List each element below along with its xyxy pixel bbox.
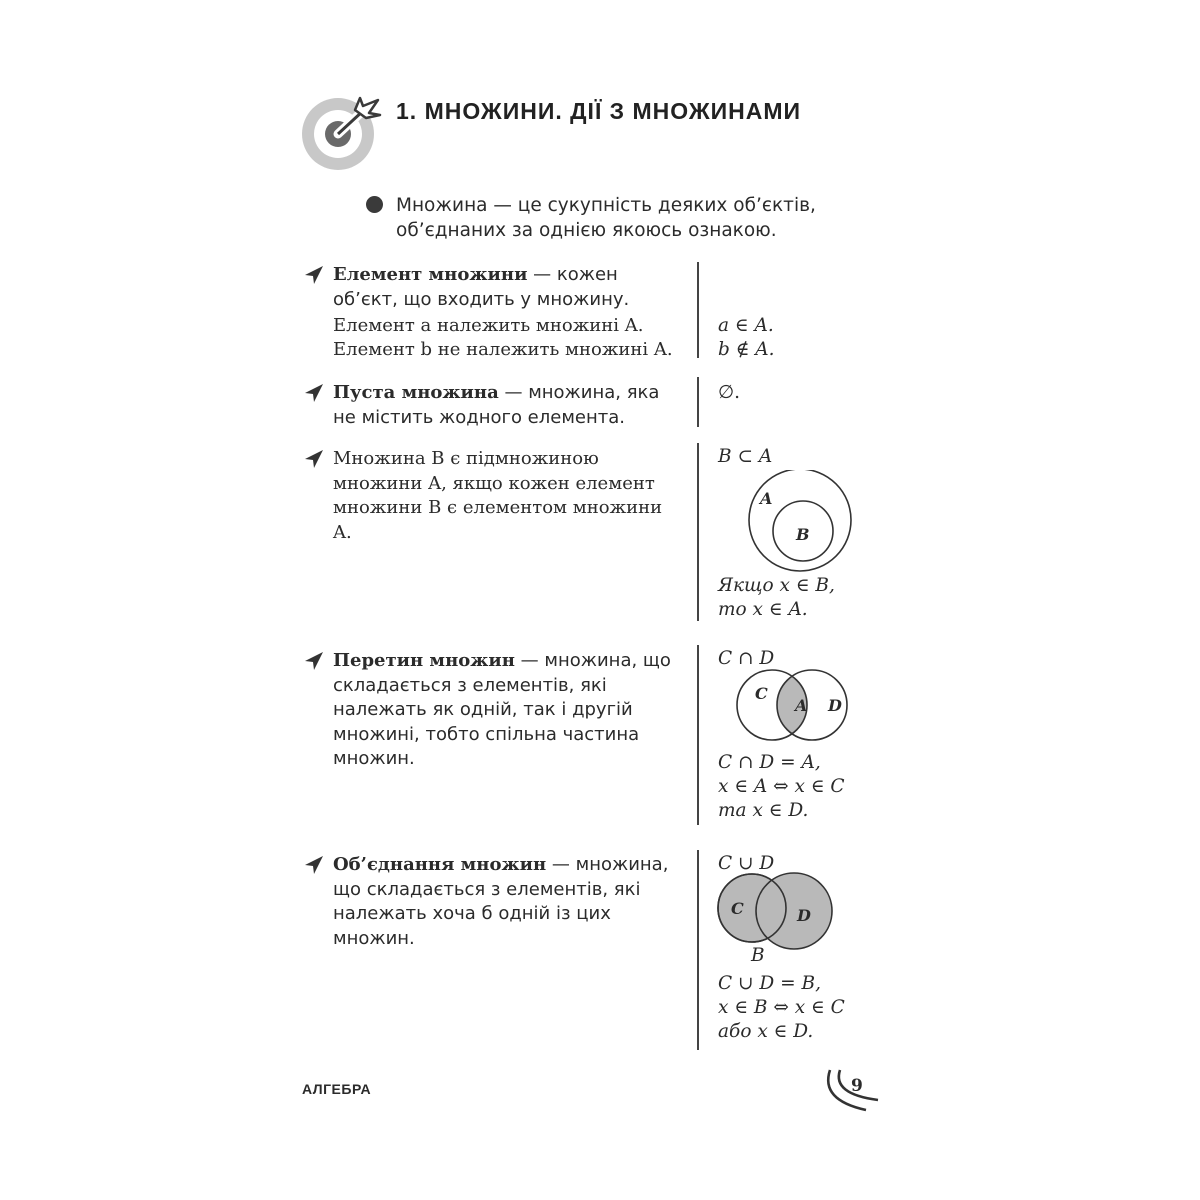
subset-label-b: B xyxy=(796,525,810,544)
subset-note-line2: то x ∈ A. xyxy=(718,599,808,620)
pointer-arrow-icon xyxy=(304,383,324,403)
intersection-note-line1: C ∩ D = A, xyxy=(718,752,821,773)
union-note-line1: C ∪ D = B, xyxy=(718,973,821,994)
pointer-arrow-icon xyxy=(304,855,324,875)
pointer-arrow-icon xyxy=(304,449,324,469)
intersection-definition xyxy=(333,649,678,772)
empty-set-term: Пуста множина xyxy=(333,382,499,403)
union-notation: C ∪ D xyxy=(718,853,775,874)
subset-label-a: A xyxy=(760,489,773,508)
union-note-line2: x ∈ B ⇔ x ∈ C xyxy=(718,997,845,1018)
element-belongs-notation: a ∈ A. xyxy=(718,315,774,336)
intersection-label-c: C xyxy=(755,684,768,703)
column-divider xyxy=(697,377,699,427)
column-divider xyxy=(697,262,699,358)
footer-subject: АЛГЕБРА xyxy=(302,1081,372,1097)
element-definition xyxy=(333,263,678,312)
intersection-term: Перетин множин xyxy=(333,650,515,671)
pointer-arrow-icon xyxy=(304,651,324,671)
union-definition-text: — множина, що складається з елементів, які належать хоча б одній із цих множин. xyxy=(333,854,669,949)
empty-set-definition xyxy=(333,381,678,430)
page-title: 1. МНОЖИНИ. ДІЇ З МНОЖИНАМИ xyxy=(396,98,802,124)
element-belongs-line: Елемент a належить множині A. xyxy=(333,315,644,336)
subset-notation: B ⊂ A xyxy=(718,446,773,467)
empty-set-notation: ∅. xyxy=(718,382,740,403)
union-label-b: B xyxy=(751,945,765,966)
intersection-note-line3: та x ∈ D. xyxy=(718,800,809,821)
union-note-line3: або x ∈ D. xyxy=(718,1021,814,1042)
intro-definition: Множина — це сукупність деяких об’єктів, об’єднаних за однією якоюсь ознакою. xyxy=(396,195,816,241)
column-divider xyxy=(697,645,699,825)
set-a-circle xyxy=(749,470,851,571)
element-not-belongs-line: Елемент b не належить множині A. xyxy=(333,339,673,360)
union-term: Об’єднання множин xyxy=(333,854,547,875)
column-divider xyxy=(697,850,699,1050)
intersection-notation: C ∩ D xyxy=(718,648,775,669)
element-term: Елемент множини xyxy=(333,264,528,285)
element-definition-text: — кожен об’єкт, що входить у множину. xyxy=(333,264,630,310)
page-number: 9 xyxy=(851,1076,863,1096)
column-divider xyxy=(697,443,699,621)
union-definition xyxy=(333,853,678,951)
intersection-label-d: D xyxy=(828,696,842,715)
subset-definition: Множина B є підмножиною множини A, якщо кожен елемент множини B є елементом множини A. xyxy=(333,448,663,543)
pointer-arrow-icon xyxy=(304,265,324,285)
subset-note-line1: Якщо x ∈ B, xyxy=(718,575,835,596)
intersection-note-line2: x ∈ A ⇔ x ∈ C xyxy=(718,776,845,797)
intersection-label-a: A xyxy=(795,696,808,715)
intersection-definition-text: — множина, що складається з елементів, які належать як одній, так і другій множині, тобто спільна частина множин. xyxy=(333,650,671,769)
union-label-c: C xyxy=(731,899,744,918)
empty-set-definition-text: — множина, яка не містить жодного елемента. xyxy=(333,382,660,428)
union-label-d: D xyxy=(797,906,811,925)
bullet-dot-icon xyxy=(366,196,383,213)
element-not-belongs-notation: b ∉ A. xyxy=(718,339,775,360)
target-with-arrow-icon xyxy=(300,94,386,172)
